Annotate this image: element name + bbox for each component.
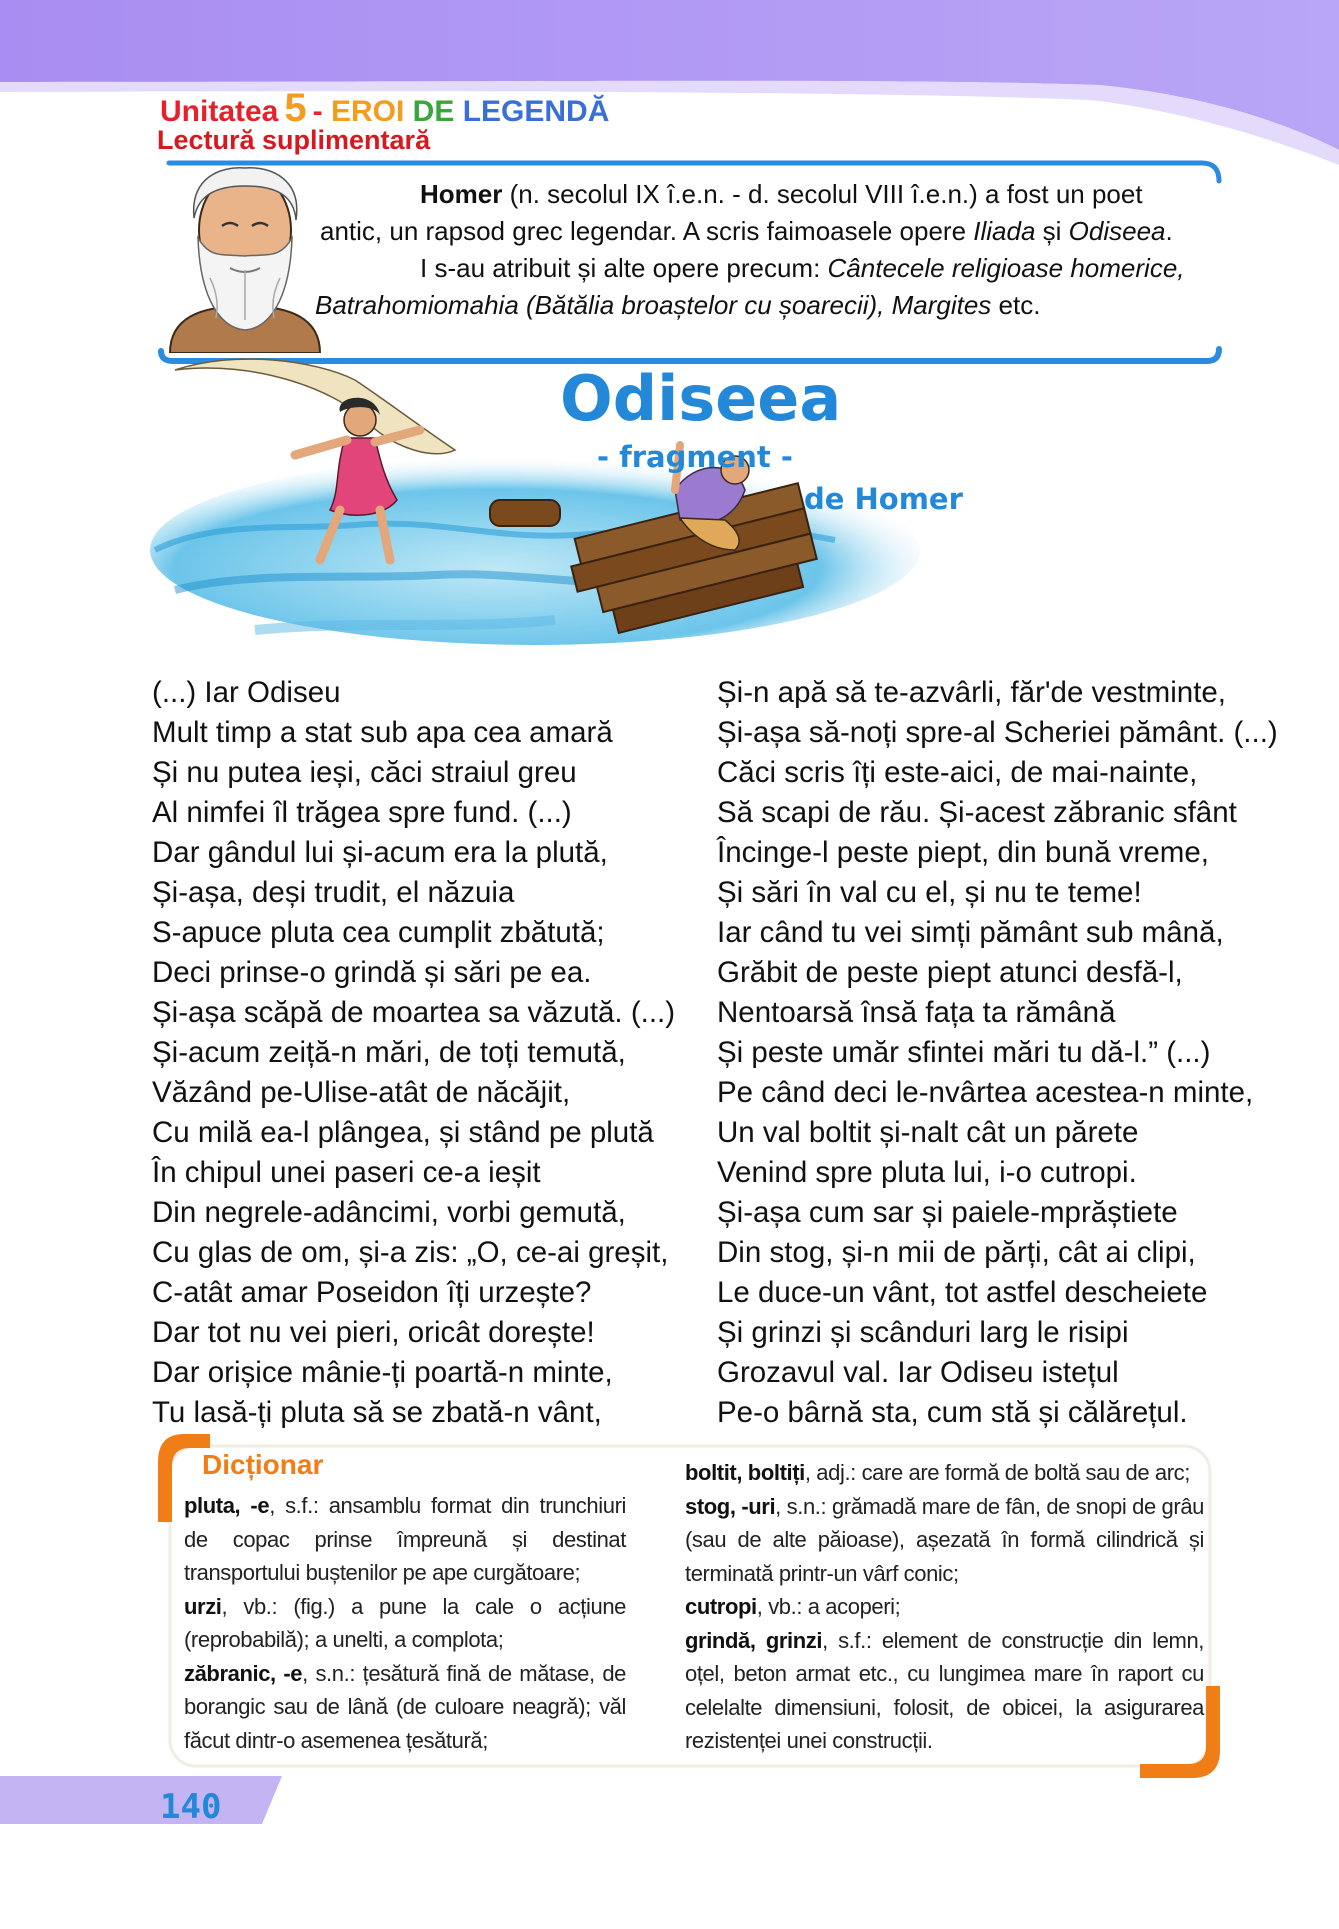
dictionary-entry (685, 1456, 1204, 1490)
poem-line: S-apuce pluta cea cumplit zbătută; (152, 916, 605, 949)
poem-line: Pe-o bârnă sta, cum stă și călărețul. (717, 1396, 1188, 1429)
unit-separator: - (312, 95, 323, 128)
page-number-band (0, 1770, 290, 1830)
dictionary-definition: , s.n.: țesătură fină de mătase, de borangic sau de lână (de culoare neagră); văl făcut dintr-o asemenea țesătură; (184, 1660, 626, 1753)
unit-title (331, 95, 609, 128)
dictionary-definition: , vb.: a acoperi; (756, 1594, 901, 1619)
bio-work-title: Iliada (973, 216, 1036, 246)
poem-line: Dar gândul lui și-acum era la plută, (152, 836, 608, 869)
dictionary-entry (685, 1624, 1204, 1758)
unit-title-word: LEGENDĂ (462, 95, 610, 128)
poem-line: Un val boltit și-nalt cât un părete (717, 1116, 1139, 1149)
unit-title-word: DE (412, 95, 455, 128)
dictionary-entry (685, 1490, 1204, 1591)
poem-line: Din negrele-adâncimi, vorbi gemută, (152, 1196, 626, 1229)
bio-work-title: Cântecele religioase homerice, (827, 253, 1185, 283)
poem-line: Și peste umăr sfintei mări tu dă-l.” (...) (717, 1036, 1211, 1069)
bio-work-title: Batrahomiomahia (Bătălia broaștelor cu șoarecii), Margites (315, 290, 992, 320)
bio-work-title: Odiseea (1068, 216, 1166, 246)
dictionary-term: boltit, boltiți (685, 1460, 805, 1485)
poem-line: Să scapi de rău. Și-acest zăbranic sfânt (717, 796, 1237, 829)
dictionary-entry (184, 1657, 626, 1758)
title-subtitle: - fragment - (597, 440, 793, 474)
dictionary-term: grindă, grinzi (685, 1627, 823, 1653)
dictionary-term: urzi (184, 1593, 222, 1619)
poem-line: Și nu putea ieși, căci straiul greu (152, 756, 577, 789)
dictionary-term: pluta, -e (184, 1493, 270, 1518)
bio-text-segment: . (1165, 216, 1173, 246)
poem-line: Dar orișice mânie-ți poartă-n minte, (152, 1356, 613, 1389)
poem-line: În chipul unei paseri ce-a ieșit (152, 1156, 541, 1189)
page-number: 140 (160, 1787, 222, 1827)
poem-line: Nentoarsă însă fața ta rămână (717, 996, 1116, 1029)
poem-line: Mult timp a stat sub apa cea amară (152, 716, 613, 749)
dictionary-entry (685, 1590, 1204, 1624)
poem-line: Și-așa scăpă de moartea sa văzută. (...) (152, 996, 676, 1029)
bio-text-segment: etc. (991, 290, 1041, 320)
section-label: Lectură suplimentară (157, 125, 431, 155)
poem-line: Dar tot nu vei pieri, oricât dorește! (152, 1316, 595, 1349)
dictionary-definition: , adj.: care are formă de boltă sau de arc; (804, 1460, 1190, 1485)
unit-label: Unitatea (160, 95, 279, 128)
poem-line: Grăbit de peste piept atunci desfă-l, (717, 956, 1183, 989)
bio-text-segment: (n. secolul IX î.e.n. - d. secolul VIII î.e.n.) a fost un poet (502, 179, 1143, 209)
dictionary-term: stog, -uri (685, 1493, 776, 1519)
homer-bio (315, 176, 1208, 324)
poem-line: Încinge-l peste piept, din bună vreme, (717, 836, 1209, 869)
dictionary-column-left (184, 1489, 626, 1757)
dictionary-definition: , s.f.: element de construcție din lemn, oțel, beton armat etc., cu lungimea mare în raport cu celelalte dimensiuni, folosit, de obicei, la asigurarea rezistenței unei construcții. (685, 1627, 1205, 1753)
homer-portrait-icon (160, 158, 330, 353)
poem-line: Le duce-un vânt, tot astfel descheiete (717, 1276, 1208, 1309)
dictionary-definition: , s.f.: ansamblu format din trunchiuri de copac prinse împreună și destinat transportului buștenilor pe ape curgătoare; (184, 1493, 626, 1585)
poem-line: Și-n apă să te-azvârli, făr'de vestminte, (717, 676, 1226, 709)
dictionary-column-right (685, 1456, 1204, 1758)
bio-name: Homer (420, 179, 503, 209)
poem-line: Și-acum zeiță-n mări, de toți temută, (152, 1036, 626, 1069)
poem-column-left (152, 673, 675, 1433)
dictionary-definition: , s.n.: grămadă mare de fân, de snopi de grâu (sau de alte păioase), așezată în formă cilindrică și terminată printr-un vârf conic; (685, 1493, 1204, 1586)
dictionary-entry (184, 1489, 626, 1590)
poem-line: Tu lasă-ți pluta să se zbată-n vânt, (152, 1396, 602, 1429)
poem-line: Și-așa să-noți spre-al Scheriei pământ. (...) (717, 716, 1278, 749)
poem-line: Din stog, și-n mii de părți, cât ai clipi, (717, 1236, 1196, 1269)
poem-line: Grozavul val. Iar Odiseu istețul (717, 1356, 1119, 1389)
unit-number: 5 (284, 86, 307, 130)
poem-line: (...) Iar Odiseu (152, 676, 341, 709)
dictionary-term: zăbranic, -e (184, 1660, 303, 1686)
poem-line: Căci scris îți este-aici, de mai-nainte, (717, 756, 1198, 789)
dictionary-entry (184, 1590, 626, 1657)
bio-text-segment: antic, un rapsod grec legendar. A scris faimoasele opere (320, 216, 974, 246)
dictionary-term: cutropi (685, 1594, 757, 1619)
poem-line: Al nimfei îl trăgea spre fund. (...) (152, 796, 572, 829)
poem-line: Cu milă ea-l plângea, și stând pe plută (152, 1116, 654, 1149)
title-author: de Homer (804, 482, 963, 516)
poem-line: Și-așa cum sar și paiele-mprăștiete (717, 1196, 1178, 1229)
poem-line: Iar când tu vei simți pământ sub mână, (717, 916, 1224, 949)
poem-line: Văzând pe-Ulise-atât de năcăjit, (152, 1076, 571, 1109)
poem-line: Venind spre pluta lui, i-o cutropi. (717, 1156, 1137, 1189)
poem-line: Și sări în val cu el, și nu te teme! (717, 876, 1142, 909)
poem-line: Și-așa, deși trudit, el năzuia (152, 876, 515, 909)
unit-title-word: EROI (330, 95, 405, 128)
poem-line: Deci prinse-o grindă și sări pe ea. (152, 956, 592, 989)
bio-text-segment: I s-au atribuit și alte opere precum: (420, 253, 828, 283)
poem-line: Pe când deci le-nvârtea acestea-n minte, (717, 1076, 1254, 1109)
page-title: Odiseea (560, 362, 842, 435)
dictionary-title: Dicționar (202, 1449, 324, 1480)
poem-column-right (717, 673, 1278, 1433)
poem-line: Și grinzi și scânduri larg le risipi (717, 1316, 1129, 1349)
bio-text-segment: și (1035, 216, 1069, 246)
poem-line: Cu glas de om, și-a zis: „O, ce-ai greșit, (152, 1236, 669, 1269)
dictionary-definition: , vb.: (fig.) a pune la cale o acțiune (reprobabilă); a unelti, a complota; (184, 1593, 626, 1652)
poem-line: C-atât amar Poseidon îți urzește? (152, 1276, 592, 1309)
